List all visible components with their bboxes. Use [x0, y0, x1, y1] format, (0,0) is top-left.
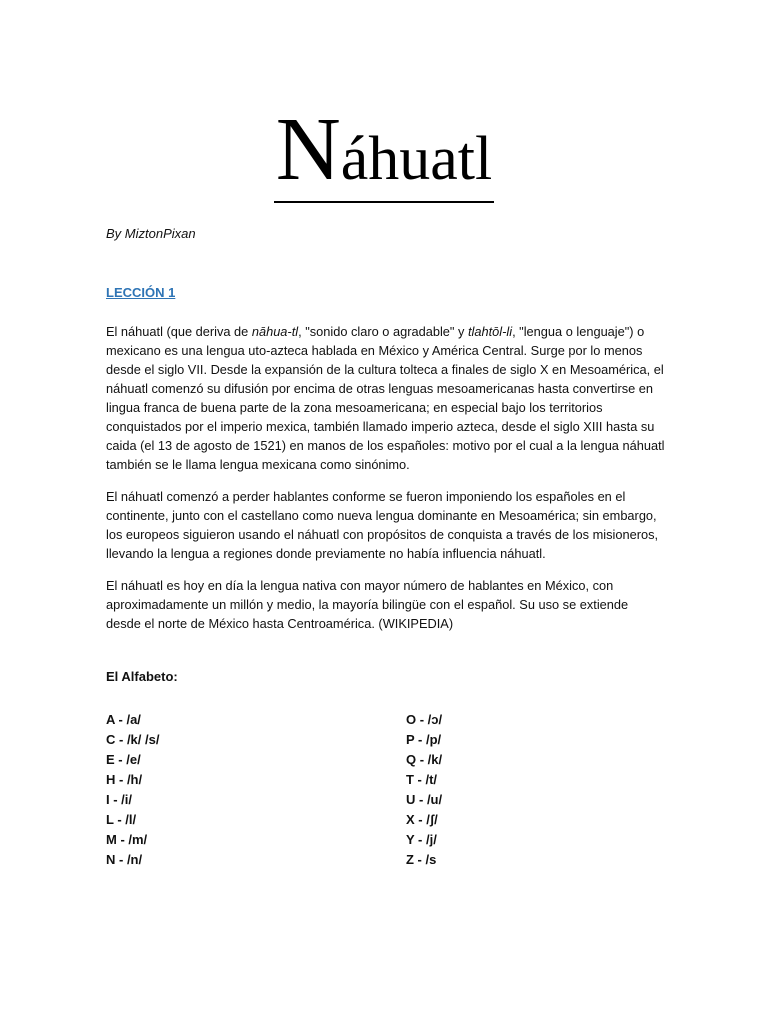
- alphabet-entry: M - /m/: [106, 832, 148, 847]
- etymology-tlahtolli: tlahtōl-li: [467, 324, 513, 339]
- alphabet-heading: El Alfabeto:: [106, 669, 178, 684]
- alphabet-entry: N - /n/: [106, 852, 143, 867]
- paragraph-intro-text-2: , "sonido claro o agradable" y: [298, 324, 468, 339]
- byline: By MiztonPixan: [106, 226, 196, 241]
- alphabet-entry: A - /a/: [106, 712, 141, 727]
- paragraph-intro-text-1: El náhuatl (que deriva de: [106, 324, 252, 339]
- alphabet-entry: X - /ʃ/: [406, 812, 438, 827]
- paragraph-intro: [106, 322, 666, 474]
- paragraph-intro-text-3: , "lengua o lenguaje") o mexicano es una lengua uto-azteca hablada en México y América Central. Surge por lo menos desde el siglo VII. Desde la expansión de la cultura tolteca a finales de siglo X en Mesoamérica, el náhuatl comenzó su difusión por encima de otras lenguas mesoamericanas hasta convertirse en lingua franca de buena parte de la zona mesoamericana; en especial bajo los territorios conquistados por el imperio mexica, también llamado imperio azteca, desde el siglo XIII hasta su caida (el 13 de agosto de 1521) en manos de los españoles: motivo por el cual a la lengua náhuatl también se le llama lengua mexicana como sinónimo.: [106, 324, 665, 472]
- document-title: [0, 100, 768, 203]
- alphabet-entry: L - /l/: [106, 812, 137, 827]
- alphabet-entry: O - /ɔ/: [406, 712, 443, 727]
- title-underline: [274, 100, 495, 203]
- alphabet-entry: E - /e/: [106, 752, 141, 767]
- alphabet-entry: Q - /k/: [406, 752, 443, 767]
- title-rest: áhuatl: [340, 125, 493, 193]
- alphabet-entry: Z - /s: [406, 852, 437, 867]
- alphabet-entry: Y - /j/: [406, 832, 437, 847]
- title-initial: N: [275, 100, 341, 199]
- alphabet-entry: U - /u/: [406, 792, 443, 807]
- alphabet-column-left: [106, 710, 159, 870]
- alphabet-entry: I - /i/: [106, 792, 132, 807]
- paragraph-today: El náhuatl es hoy en día la lengua nativa con mayor número de hablantes en México, con aproximadamente un millón y medio, la mayoría bilingüe con el español. Su uso se extiende desde el norte de México hasta Centroamérica. (WIKIPEDIA): [106, 578, 629, 631]
- alphabet-column-right: [406, 710, 442, 870]
- etymology-nahuatl: nāhua-tl: [251, 324, 299, 339]
- alphabet-entry: P - /p/: [406, 732, 442, 747]
- lesson-heading-link[interactable]: LECCIÓN 1: [106, 285, 176, 300]
- alphabet-entry: H - /h/: [106, 772, 143, 787]
- paragraph-decline: El náhuatl comenzó a perder hablantes conforme se fueron imponiendo los españoles en el continente, junto con el castellano como nueva lengua dominante en Mesoamérica; sin embargo, los europeos siguieron usando el náhuatl con propósitos de conquista a través de los misioneros, llevando la lengua a regiones donde previamente no había influencia náhuatl.: [106, 489, 659, 561]
- alphabet-entry: T - /t/: [406, 772, 438, 787]
- alphabet-entry: C - /k/ /s/: [106, 732, 160, 747]
